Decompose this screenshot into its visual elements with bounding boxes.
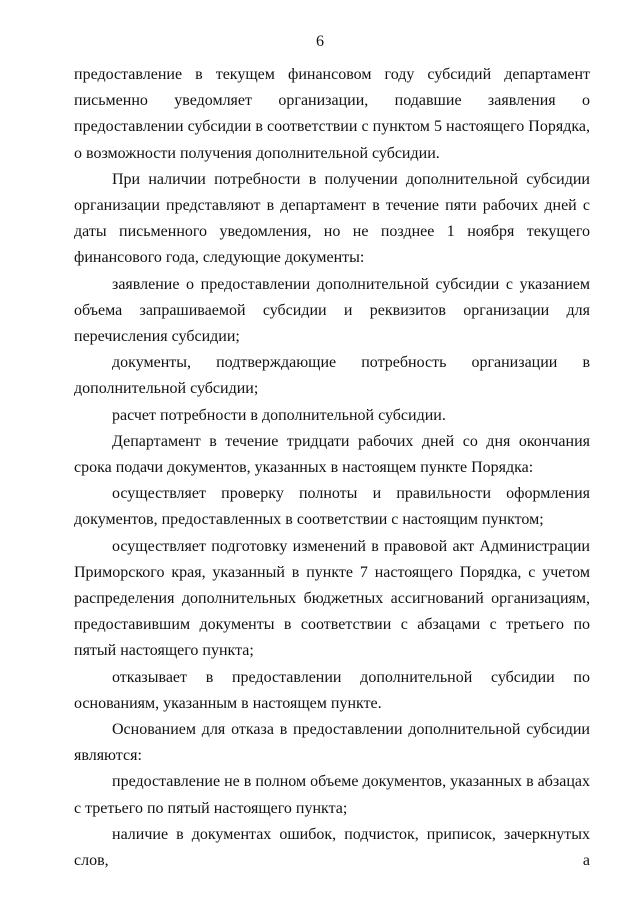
document-body xyxy=(74,62,590,874)
paragraph-supporting-documents-item: документы, подтверждающие потребность организации в дополнительной субсидии; xyxy=(74,354,590,398)
paragraph-refusal-grounds: Основанием для отказа в предоставлении дополнительной субсидии являются: xyxy=(74,721,590,765)
paragraph-prepare-changes: осуществляет подготовку изменений в правовой акт Администрации Приморского края, указанный в пункте 7 настоящего Порядка, с учетом распределения дополнительных бюджетных ассигнований организациям, предоставившим документы в соответствии с абзацами с третьего по пятый настоящего пункта; xyxy=(74,537,590,660)
paragraph-refuses: отказывает в предоставлении дополнительной субсидии по основаниям, указанным в настоящем пункте. xyxy=(74,668,590,712)
paragraph-department-review: Департамент в течение тридцати рабочих дней со дня окончания срока подачи документов, указанных в настоящем пункте Порядка: xyxy=(74,432,590,477)
paragraph-incomplete-documents: предоставление не в полном объеме документов, указанных в абзацах с третьего по пятый настоящего пункта; xyxy=(74,773,590,817)
paragraph-calculation-item: расчет потребности в дополнительной субсидии. xyxy=(112,406,446,424)
page-number: 6 xyxy=(316,33,324,50)
paragraph-document-errors: наличие в документах ошибок, подчисток, приписок, зачеркнутых слов, а xyxy=(74,825,590,870)
paragraph-application-item: заявление о предоставлении дополнительной субсидии с указанием объема запрашиваемой субсидии и реквизитов организации для перечисления субсидии; xyxy=(74,275,590,346)
paragraph-check-completeness: осуществляет проверку полноты и правильности оформления документов, предоставленных в соответствии с настоящим пунктом; xyxy=(74,485,590,529)
paragraph-continuation: предоставление в текущем финансовом году субсидий департамент письменно уведомляет организации, подавшие заявления о предоставлении субсидии в соответствии с пунктом 5 настоящего Порядка, о возможности получения дополнительной субсидии. xyxy=(74,66,590,162)
paragraph-additional-subsidy-need: При наличии потребности в получении дополнительной субсидии организации представляют в департамент в течение пяти рабочих дней с даты письменного уведомления, но не позднее 1 ноября текущего финансового года, следующие документы: xyxy=(74,170,590,267)
